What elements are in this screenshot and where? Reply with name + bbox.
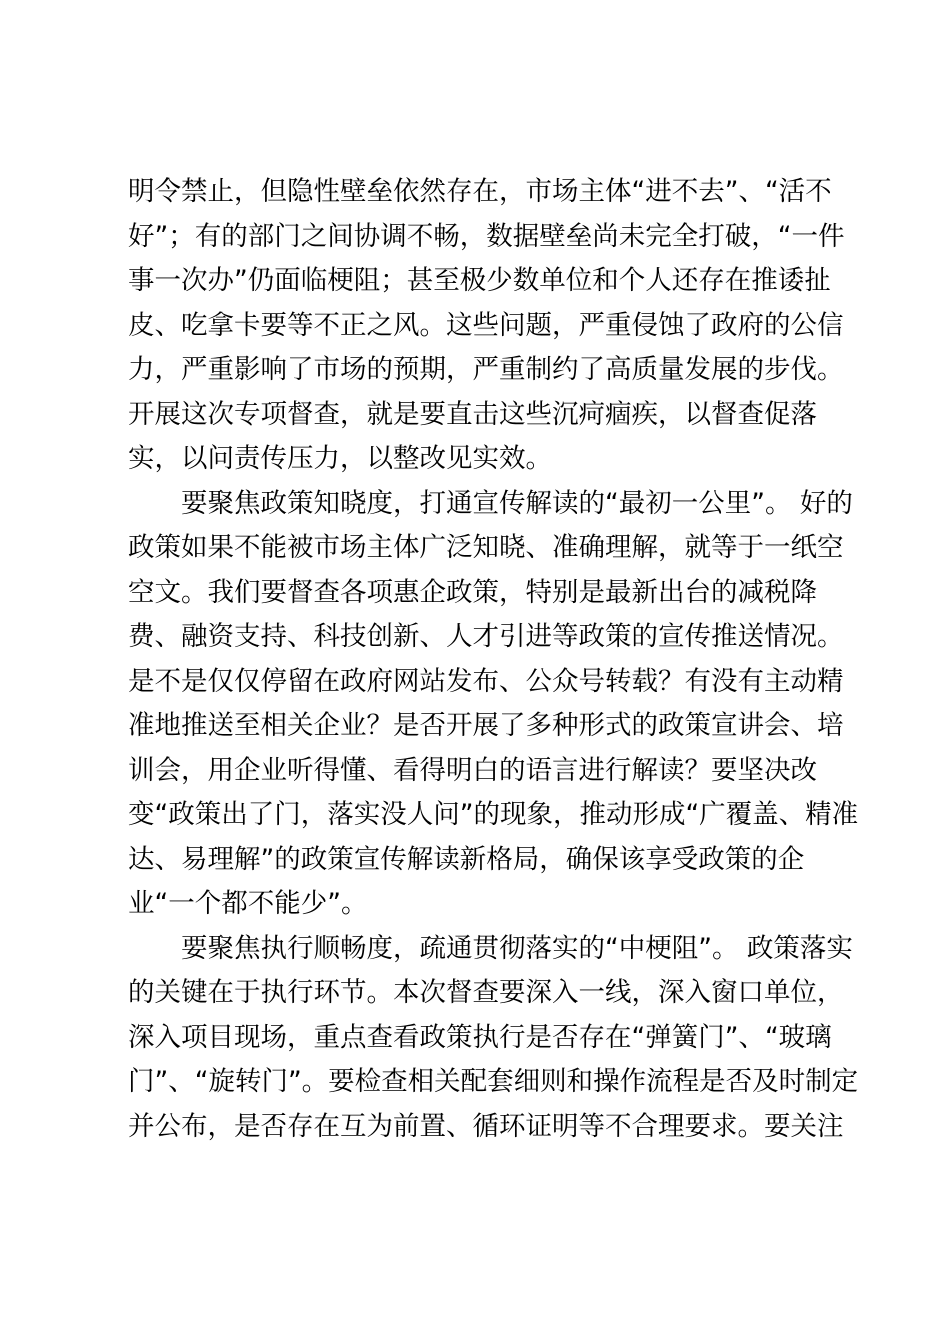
paragraph-heading-line: 要聚焦执行顺畅度，疏通贯彻落实的“中梗阻”。 政策落实: [181, 932, 853, 964]
text-line: 门”、“旋转门”。要检查相关配套细则和操作流程是否及时制定: [128, 1066, 859, 1097]
paragraph-heading-line: 要聚焦政策知晓度，打通宣传解读的“最初一公里”。 好的: [181, 487, 853, 519]
text-line: 政策如果不能被市场主体广泛知晓、准确理解，就等于一纸空: [128, 532, 844, 563]
text-line: 训会，用企业听得懂、看得明白的语言进行解读？要坚决改: [128, 754, 817, 786]
body-text: [128, 170, 859, 1149]
text-line: 费、融资支持、科技创新、人才引进等政策的宣传推送情况。: [128, 621, 844, 652]
text-line: 变“政策出了门，落实没人问”的现象，推动形成“广覆盖、精准: [128, 799, 859, 830]
text-line: 空文。我们要督查各项惠企政策，特别是最新出台的减税降: [128, 576, 817, 608]
text-line: 的关键在于执行环节。本次督查要深入一线，深入窗口单位，: [128, 977, 844, 1008]
text-line: 并公布，是否存在互为前置、循环证明等不合理要求。要关注: [128, 1110, 844, 1142]
text-line: 力，严重影响了市场的预期，严重制约了高质量发展的步伐。: [128, 354, 844, 385]
text-line: 达、易理解”的政策宣传解读新格局，确保该享受政策的企: [128, 843, 805, 875]
text-line: 开展这次专项督查，就是要直击这些沉疴痼疾，以督查促落: [128, 398, 817, 430]
text-line: 业“一个都不能少”。: [128, 888, 368, 919]
text-line: 准地推送至相关企业？是否开展了多种形式的政策宣讲会、培: [128, 710, 844, 741]
text-line: 事一次办”仍面临梗阻；甚至极少数单位和个人还存在推诿扯: [128, 265, 831, 296]
text-line: 好”；有的部门之间协调不畅，数据壁垒尚未完全打破，“一件: [128, 220, 845, 252]
text-line: 皮、吃拿卡要等不正之风。这些问题，严重侵蚀了政府的公信: [128, 309, 844, 341]
text-line: 深入项目现场，重点查看政策执行是否存在“弹簧门”、“玻璃: [128, 1021, 832, 1053]
text-line: 明令禁止，但隐性壁垒依然存在，市场主体“进不去”、“活不: [128, 176, 832, 207]
text-line: 是不是仅仅停留在政府网站发布、公众号转载？有没有主动精: [128, 665, 844, 697]
text-line: 实，以问责传压力，以整改见实效。: [128, 443, 552, 474]
